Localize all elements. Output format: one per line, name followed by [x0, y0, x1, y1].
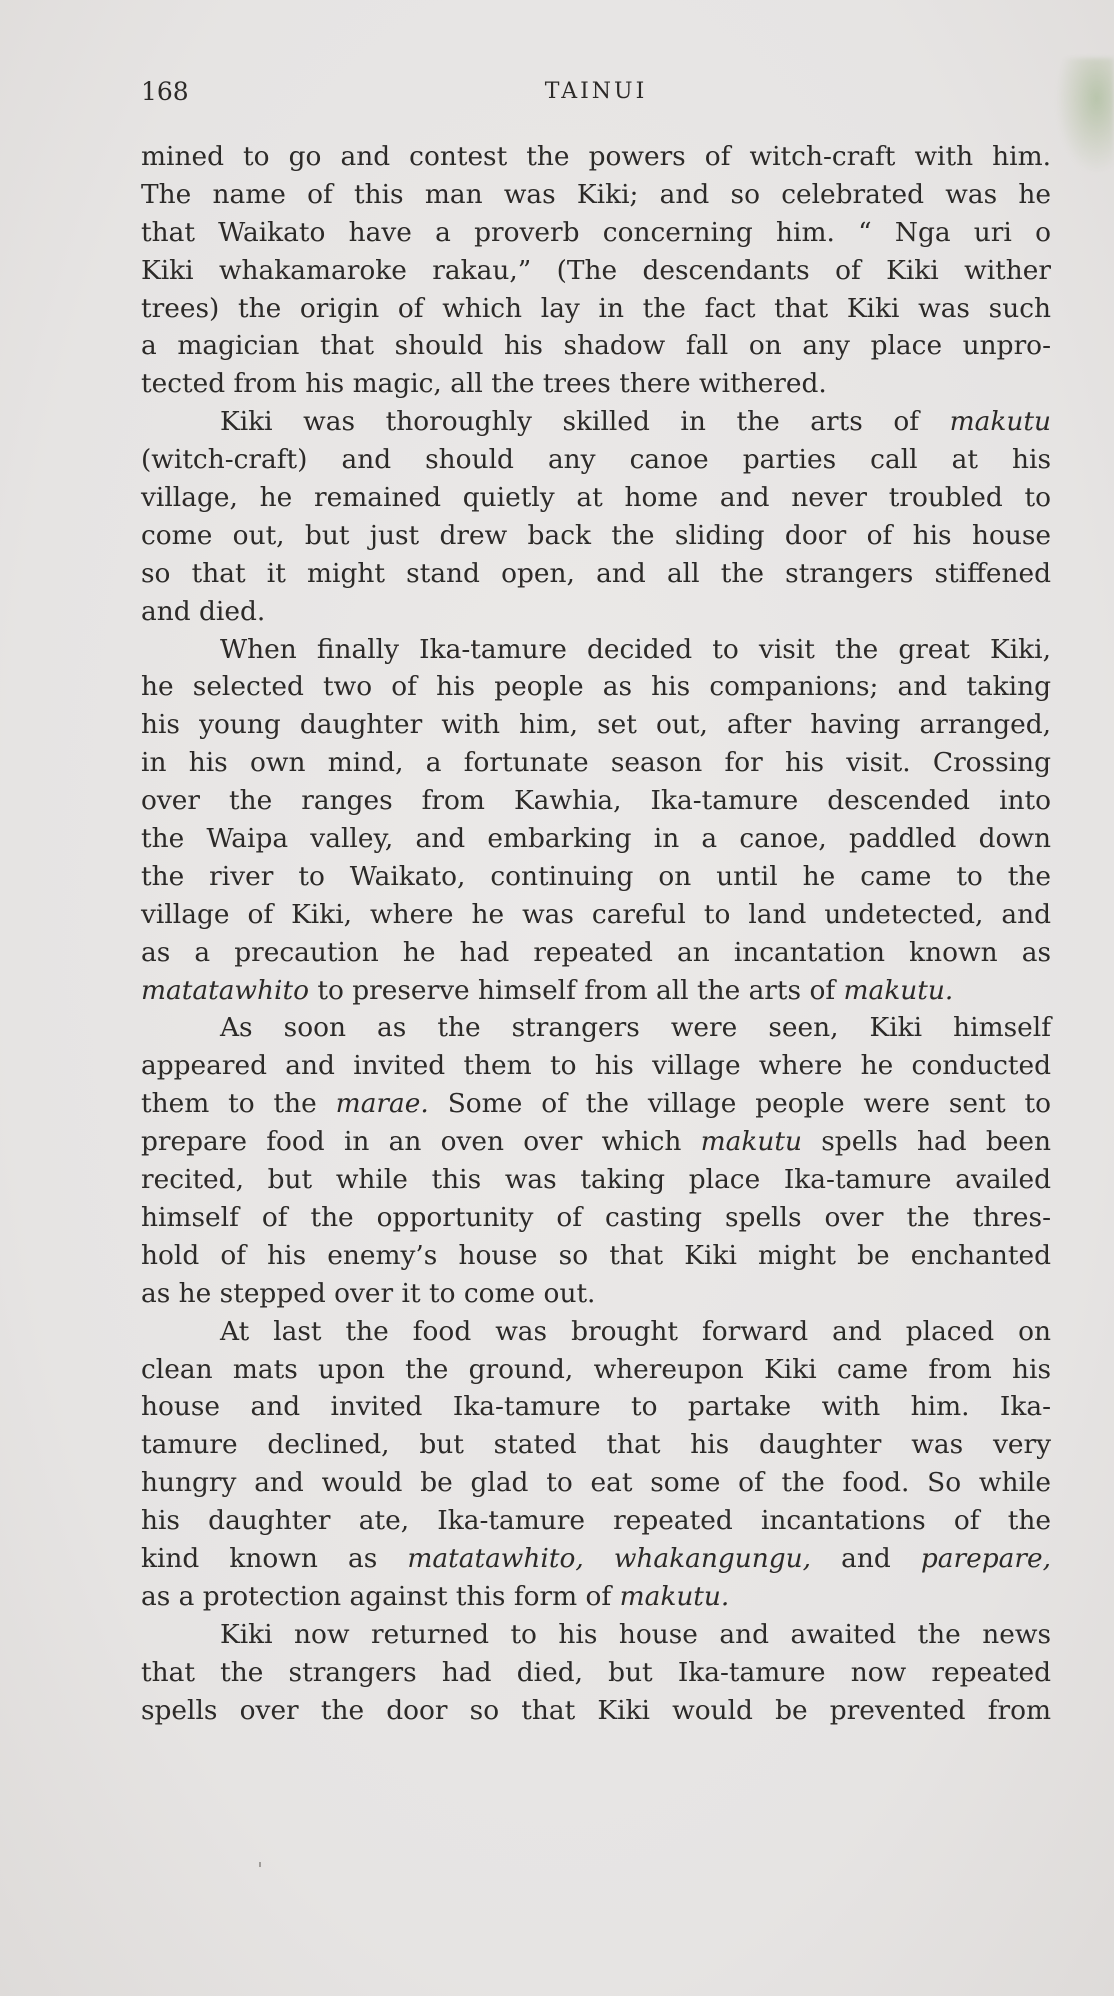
text-line: that Waikato have a proverb concerning him. “ Nga uri o — [141, 216, 1051, 248]
text-line: appeared and invited them to his village where he conducted — [141, 1050, 1051, 1082]
text-line: recited, but while this was taking place Ika-tamure availed — [141, 1164, 1051, 1196]
text-line: hungry and would be glad to eat some of the food. So while — [141, 1467, 1051, 1499]
body-text — [141, 138, 1051, 1729]
page-stain — [1056, 58, 1114, 174]
text-line: so that it might stand open, and all the strangers stiffened — [141, 557, 1051, 589]
text-line: clean mats upon the ground, whereupon Kiki came from his — [141, 1353, 1051, 1385]
text-line: As soon as the strangers were seen, Kiki himself — [220, 1012, 1051, 1044]
text-line: his young daughter with him, set out, after having arranged, — [141, 709, 1051, 741]
text-line: in his own mind, a fortunate season for his visit. Crossing — [141, 747, 1051, 779]
text-line: the river to Waikato, continuing on until he came to the — [141, 860, 1051, 892]
text-line: he selected two of his people as his companions; and taking — [141, 671, 1051, 703]
text-line: a magician that should his shadow fall on any place unpro- — [141, 330, 1051, 362]
text-line: hold of his enemy’s house so that Kiki might be enchanted — [141, 1239, 1051, 1271]
text-line: tamure declined, but stated that his daughter was very — [141, 1429, 1051, 1461]
text-line: come out, but just drew back the sliding door of his house — [141, 519, 1051, 551]
text-line: Kiki whakamaroke rakau,” (The descendants of Kiki wither — [141, 254, 1051, 286]
page-header — [141, 74, 1051, 110]
print-speck — [259, 1862, 261, 1867]
text-line: The name of this man was Kiki; and so celebrated was he — [141, 178, 1051, 210]
text-line: that the strangers had died, but Ika-tamure now repeated — [141, 1656, 1051, 1688]
text-line: Kiki was thoroughly skilled in the arts of makutu — [220, 406, 1051, 438]
text-line: When finally Ika-tamure decided to visit the great Kiki, — [220, 633, 1051, 665]
text-line: spells over the door so that Kiki would be prevented from — [141, 1694, 1051, 1726]
text-line: them to the marae. Some of the village people were sent to — [141, 1088, 1052, 1120]
text-line: as he stepped over it to come out. — [141, 1277, 596, 1309]
text-line: Kiki now returned to his house and awaited the news — [220, 1618, 1051, 1650]
text-line: and died. — [141, 595, 266, 627]
text-line: kind known as matatawhito, whakangungu, and parepare, — [141, 1542, 1051, 1574]
text-line: prepare food in an oven over which makutu spells had been — [141, 1126, 1051, 1158]
text-line: village, he remained quietly at home and never troubled to — [141, 482, 1051, 514]
text-line: the Waipa valley, and embarking in a canoe, paddled down — [141, 823, 1051, 855]
text-line: his daughter ate, Ika-tamure repeated incantations of the — [141, 1505, 1051, 1537]
text-line: matatawhito to preserve himself from all the arts of makutu. — [141, 974, 954, 1006]
text-line: as a precaution he had repeated an incantation known as — [141, 936, 1051, 968]
text-line: as a protection against this form of makutu. — [141, 1580, 730, 1612]
text-line: mined to go and contest the powers of witch-craft with him. — [141, 141, 1051, 172]
text-line: (witch-craft) and should any canoe parties call at his — [141, 444, 1051, 476]
page-number: 168 — [141, 77, 189, 106]
text-line: trees) the origin of which lay in the fact that Kiki was such — [141, 292, 1051, 324]
running-title: TAINUI — [544, 79, 648, 104]
text-line: tected from his magic, all the trees there withered. — [141, 368, 827, 400]
text-line: village of Kiki, where he was careful to land undetected, and — [141, 898, 1051, 930]
text-line: over the ranges from Kawhia, Ika-tamure descended into — [141, 785, 1051, 817]
text-line: house and invited Ika-tamure to partake with him. Ika- — [141, 1391, 1051, 1423]
text-line: himself of the opportunity of casting spells over the thres- — [141, 1201, 1051, 1233]
text-line: At last the food was brought forward and placed on — [220, 1315, 1051, 1347]
